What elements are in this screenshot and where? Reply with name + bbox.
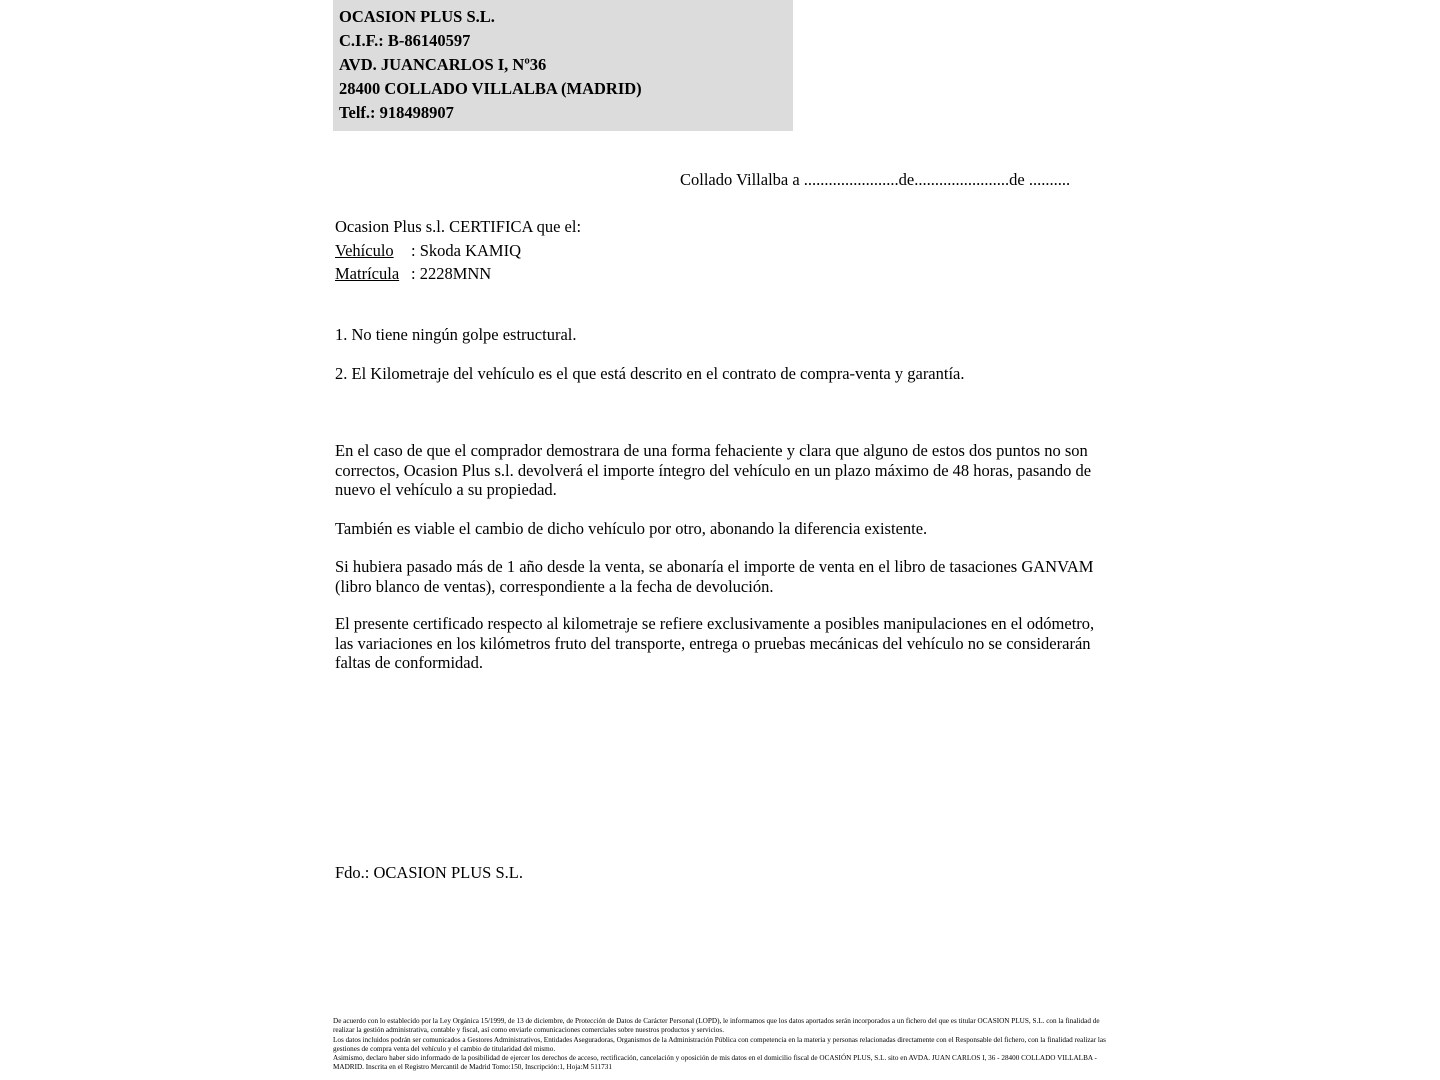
company-name: OCASION PLUS S.L.: [339, 7, 495, 26]
paragraph-ganvam-valuation: Si hubiera pasado más de 1 año desde la venta, se abonaría el importe de venta en el libro de tasaciones GANVAM (libro blanco de ventas), correspondiente a la fecha de devolución.: [335, 557, 1094, 596]
paragraph-refund-terms: En el caso de que el comprador demostrara de una forma fehaciente y clara que alguno de estos dos puntos no son correctos, Ocasion Plus s.l. devolverá el importe íntegro del vehículo en un plazo máximo de 48 horas, pasando de nuevo el vehículo a su propiedad.: [335, 441, 1092, 499]
plate-label: Matrícula: [335, 264, 400, 283]
vehicle-row: [335, 239, 581, 263]
company-cif: C.I.F.: B-86140597: [339, 31, 471, 50]
vehicle-value: : Skoda KAMIQ: [411, 240, 521, 260]
signature-line: Fdo.: OCASION PLUS S.L.: [335, 863, 523, 882]
certification-block: [335, 215, 581, 286]
paragraph-odometer-scope: El presente certificado respecto al kilometraje se refiere exclusivamente a posibles manipulaciones en el odómetro, las variaciones en los kilómetros fruto del transporte, entrega o pruebas mecánicas del vehículo no se considerarán faltas de conformidad.: [335, 614, 1095, 672]
vehicle-label: Vehículo: [335, 240, 394, 260]
certification-intro: Ocasion Plus s.l. CERTIFICA que el:: [335, 217, 582, 236]
legal-block-3: Asimismo, declaro haber sido informado de la posibilidad de ejercer los derechos de acceso, rectificación, cancelación y oposición de mis datos en el domicilio fiscal de OCASIÓN PLUS, S.L. sito en AVDA. JUAN CARLOS I, 36 - 28400 COLLADO VILLALBA - MADRID. Inscrita en el Registro Mercantil de Madrid Tomo:150, Inscripción:1, Hoja:M 511731: [333, 1054, 1097, 1072]
place-date-line: Collado Villalba a .......................de.......................de ..........: [680, 170, 1071, 189]
company-address: AVD. JUANCARLOS I, Nº36: [339, 55, 547, 74]
point-1: 1. No tiene ningún golpe estructural.: [335, 325, 577, 344]
plate-value: : 2228MNN: [411, 264, 492, 283]
plate-row: [335, 262, 581, 286]
legal-footer: [333, 1017, 1108, 1073]
company-city: 28400 COLLADO VILLALBA (MADRID): [339, 79, 642, 98]
point-2: 2. El Kilometraje del vehículo es el que está descrito en el contrato de compra-venta y garantía.: [335, 364, 965, 383]
paragraph-exchange-option: También es viable el cambio de dicho vehículo por otro, abonando la diferencia existente.: [335, 519, 928, 538]
legal-block-2: Los datos incluidos podrán ser comunicados a Gestores Administrativos, Entidades Aseguradoras, Organismos de la Administración Pública con competencia en la materia y personas relacionadas directamente con el Responsable del fichero, con la finalidad realizar las gestiones de compra venta del vehículo y el cambio de titularidad del mismo.: [333, 1035, 1106, 1053]
legal-block-1: De acuerdo con lo establecido por la Ley Orgánica 15/1999, de 13 de diciembre, de Protección de Datos de Carácter Personal (LOPD), le informamos que los datos aportados serán incorporados a un fichero del que es titular OCASION PLUS, S.L. con la finalidad de realizar la gestión administrativa, contable y fiscal, así como enviarle comunicaciones comerciales sobre nuestros productos y servicios.: [333, 1017, 1100, 1035]
company-header-box: [333, 0, 793, 131]
company-phone: Telf.: 918498907: [339, 103, 454, 122]
